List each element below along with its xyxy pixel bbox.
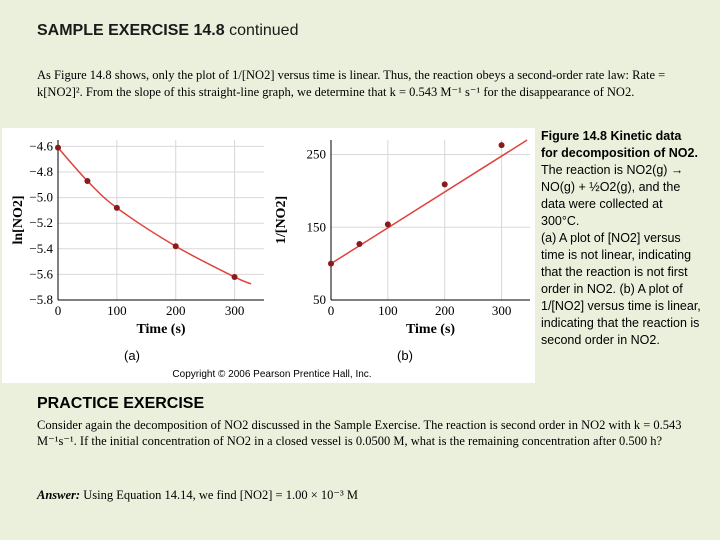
- heading-rest: continued: [224, 22, 299, 39]
- data-point: [173, 243, 179, 249]
- intro-paragraph: As Figure 14.8 shows, only the plot of 1/[NO2] versus time is linear. Thus, the reaction obeys a second-order rate law: Rate = k[NO2]². From the slope of this straight-line graph, we determine that k = 0.543 M⁻¹ s⁻¹ for the disappearance of NO2.: [37, 68, 666, 99]
- y-tick-label: 50: [313, 292, 326, 307]
- y-tick-label: −4.8: [29, 164, 53, 179]
- data-point: [328, 261, 334, 267]
- data-point: [114, 205, 120, 211]
- y-axis-title: 1/[NO2]: [274, 195, 289, 245]
- heading-bold: SAMPLE EXERCISE 14.8: [37, 22, 225, 39]
- x-tick-label: 100: [107, 303, 127, 318]
- answer-label: Answer:: [37, 488, 81, 502]
- y-tick-label: 150: [306, 219, 326, 235]
- caption-reaction: The reaction is NO2(g) → NO(g) + ½O2(g), and the data were collected at 300°C.: [541, 163, 684, 228]
- caption-body: (a) A plot of [NO2] versus time is not linear, indicating that the reaction is not first order in NO2. (b) A plot of 1/[NO2] versus time is linear, indicating that the reaction is second order in NO2.: [541, 231, 701, 347]
- y-axis-title: ln[NO2]: [11, 195, 26, 245]
- data-point: [84, 178, 90, 184]
- x-tick-label: 0: [327, 303, 335, 318]
- data-point: [356, 241, 362, 247]
- x-tick-label: 200: [434, 303, 455, 318]
- caption-title: Figure 14.8 Kinetic data for decomposition of NO2.: [541, 129, 698, 160]
- practice-heading: PRACTICE EXERCISE: [37, 395, 205, 412]
- y-tick-label: −5.0: [29, 189, 53, 205]
- y-tick-label: −5.8: [29, 292, 53, 307]
- figure-caption: [541, 128, 701, 349]
- figure-14-8: [2, 128, 535, 383]
- data-point: [385, 221, 391, 227]
- x-tick-label: 300: [224, 303, 245, 318]
- y-tick-label: −5.4: [29, 240, 53, 256]
- panel-label: (b): [397, 348, 413, 363]
- answer-text: Using Equation 14.14, we find [NO2] = 1.00 × 10⁻³ M: [80, 488, 358, 502]
- series-line: [58, 148, 251, 284]
- data-point: [499, 142, 505, 148]
- answer-line: [37, 487, 687, 503]
- y-tick-label: −5.6: [29, 266, 53, 282]
- x-tick-label: 0: [54, 303, 62, 318]
- data-point: [442, 181, 448, 187]
- data-point: [55, 145, 61, 151]
- page-heading: [37, 22, 298, 40]
- x-tick-label: 200: [165, 303, 186, 318]
- panel-label: (a): [124, 348, 140, 363]
- figure-charts: [2, 128, 535, 383]
- x-tick-label: 100: [378, 303, 398, 318]
- y-tick-label: −4.6: [29, 138, 53, 154]
- x-tick-label: 300: [491, 303, 512, 318]
- data-point: [232, 274, 238, 280]
- x-axis-title: Time (s): [405, 322, 456, 337]
- y-tick-label: 250: [306, 146, 326, 162]
- copyright-text: Copyright © 2006 Pearson Prentice Hall, Inc.: [172, 369, 372, 380]
- y-tick-label: −5.2: [29, 215, 53, 231]
- x-axis-title: Time (s): [136, 322, 186, 337]
- practice-text: Consider again the decomposition of NO2 discussed in the Sample Exercise. The reaction is second order in NO2 with k = 0.543 M⁻¹s⁻¹. If the initial concentration of NO2 in a closed vessel is 0.0500 M, what is the remaining concentration after 0.500 h?: [37, 418, 682, 448]
